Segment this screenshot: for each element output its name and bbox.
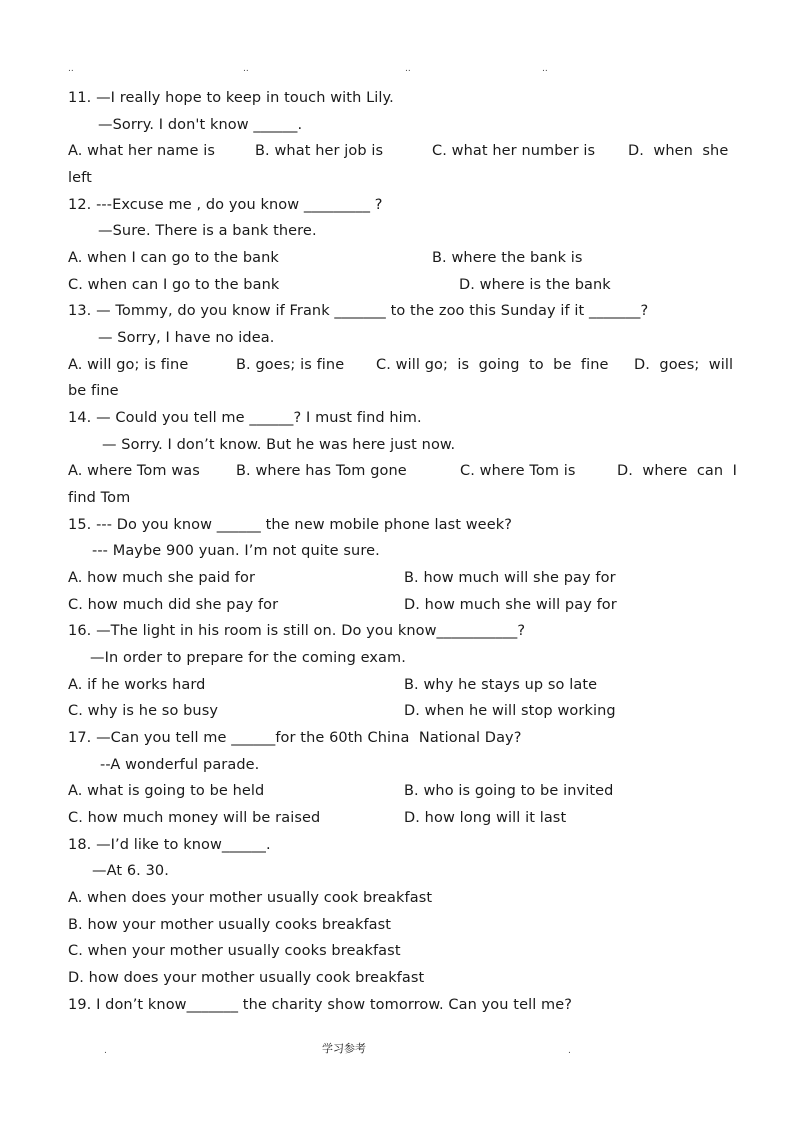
option-c: C. will go; is going to be fine xyxy=(376,357,609,373)
option-d: D. how much she will pay for xyxy=(404,597,617,613)
option-d: D. where can I xyxy=(617,463,737,479)
option-c: C. when your mother usually cooks breakfast xyxy=(68,943,401,959)
question-reply: --A wonderful parade. xyxy=(100,757,260,773)
option-d-continued: be fine xyxy=(68,383,119,399)
question-stem: 17. —Can you tell me ______for the 60th China National Day? xyxy=(68,730,522,746)
option-a: A. when I can go to the bank xyxy=(68,250,279,266)
option-b: B. what her job is xyxy=(255,143,384,159)
question-stem: 18. —I’d like to know______. xyxy=(68,837,271,853)
option-c: C. what her number is xyxy=(432,143,596,159)
option-b: B. where has Tom gone xyxy=(236,463,407,479)
question-reply: —In order to prepare for the coming exam. xyxy=(90,650,406,666)
question-stem: 11. —I really hope to keep in touch with Lily. xyxy=(68,90,394,106)
question-reply: — Sorry. I don’t know. But he was here just now. xyxy=(102,437,456,453)
option-a: A. when does your mother usually cook breakfast xyxy=(68,890,433,906)
question-stem: 13. — Tommy, do you know if Frank _______ to the zoo this Sunday if it _______? xyxy=(68,303,649,319)
footer-label: 学习参考 xyxy=(322,1042,366,1055)
option-d: D. when he will stop working xyxy=(404,703,616,719)
option-c: C. why is he so busy xyxy=(68,703,219,719)
option-a: A. if he works hard xyxy=(68,677,206,693)
option-d: D. how long will it last xyxy=(404,810,567,826)
option-b: B. why he stays up so late xyxy=(404,677,598,693)
option-a: A. what her name is xyxy=(68,143,216,159)
option-c: C. where Tom is xyxy=(460,463,576,479)
option-b: B. who is going to be invited xyxy=(404,783,614,799)
option-c: C. how much money will be raised xyxy=(68,810,321,826)
question-reply: — Sorry, I have no idea. xyxy=(98,330,275,346)
option-c: C. how much did she pay for xyxy=(68,597,279,613)
option-d-continued: find Tom xyxy=(68,490,131,506)
question-reply: --- Maybe 900 yuan. I’m not quite sure. xyxy=(92,543,380,559)
option-a: A. will go; is fine xyxy=(68,357,189,373)
option-b: B. how your mother usually cooks breakfast xyxy=(68,917,392,933)
question-stem: 16. —The light in his room is still on. Do you know___________? xyxy=(68,623,526,639)
question-stem: 19. I don’t know_______ the charity show tomorrow. Can you tell me? xyxy=(68,997,573,1013)
option-a: A. what is going to be held xyxy=(68,783,265,799)
footer-dot: . xyxy=(568,1046,571,1056)
option-c: C. when can I go to the bank xyxy=(68,277,280,293)
header-dot: .. xyxy=(68,64,74,74)
question-reply: —At 6. 30. xyxy=(92,863,169,879)
question-reply: —Sorry. I don't know ______. xyxy=(98,117,303,133)
option-b: B. where the bank is xyxy=(432,250,583,266)
header-dot: .. xyxy=(542,64,548,74)
question-stem: 12. ---Excuse me , do you know _________ ? xyxy=(68,197,383,213)
option-a: A. where Tom was xyxy=(68,463,200,479)
option-d: D. when she xyxy=(628,143,729,159)
header-dot: .. xyxy=(243,64,249,74)
option-d: D. how does your mother usually cook breakfast xyxy=(68,970,425,986)
option-b: B. how much will she pay for xyxy=(404,570,616,586)
question-reply: —Sure. There is a bank there. xyxy=(98,223,317,239)
option-d-continued: left xyxy=(68,170,92,186)
question-stem: 14. — Could you tell me ______? I must find him. xyxy=(68,410,422,426)
footer-dot: . xyxy=(104,1046,107,1056)
option-d: D. where is the bank xyxy=(459,277,611,293)
option-a: A. how much she paid for xyxy=(68,570,256,586)
header-dot: .. xyxy=(405,64,411,74)
option-d: D. goes; will xyxy=(634,357,734,373)
question-stem: 15. --- Do you know ______ the new mobile phone last week? xyxy=(68,517,513,533)
option-b: B. goes; is fine xyxy=(236,357,345,373)
